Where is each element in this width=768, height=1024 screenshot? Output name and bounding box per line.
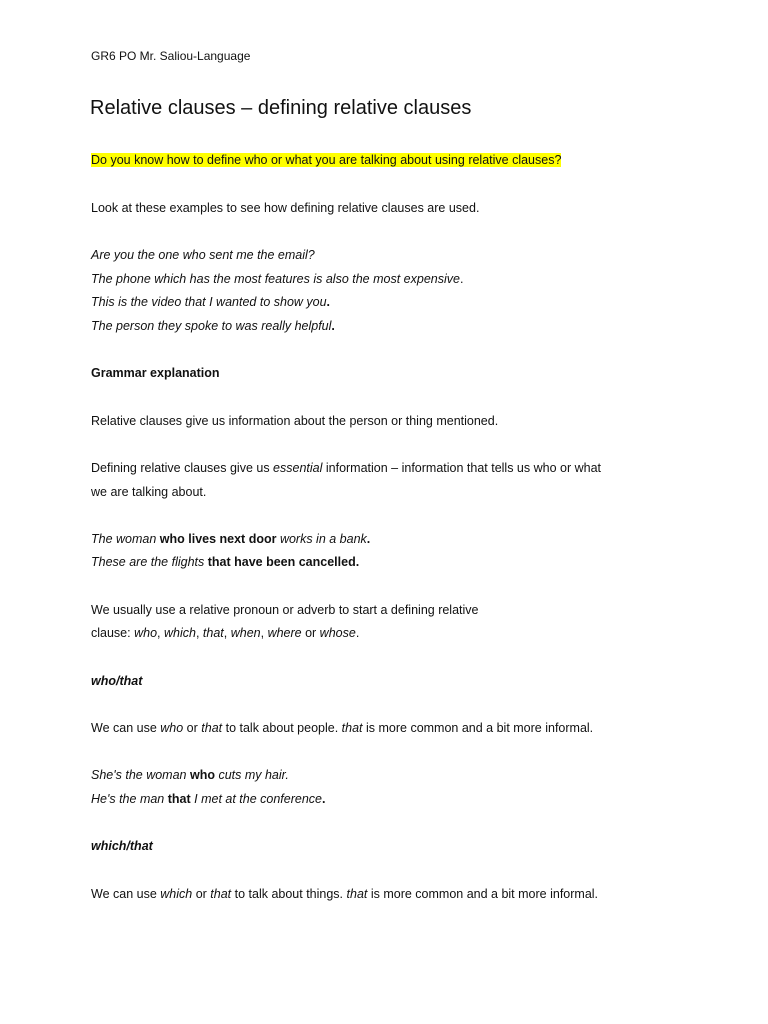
- example-sentence: [91, 247, 315, 263]
- text-run: We can use: [91, 721, 161, 735]
- text-run: or: [301, 626, 320, 640]
- pronoun-paragraph-line-2: [91, 625, 359, 641]
- pronoun-word: whose: [319, 626, 356, 640]
- pronoun-word: that: [341, 721, 363, 735]
- example-text: This is the video that I wanted to show you: [91, 295, 327, 309]
- pronoun-word: that: [210, 887, 232, 901]
- text-run: He's the man: [91, 792, 168, 806]
- example-sentence: [91, 294, 330, 310]
- text-run: She's the woman: [91, 768, 190, 782]
- separator: ,: [157, 626, 164, 640]
- text-run: cuts my hair.: [214, 768, 289, 782]
- pronoun-paragraph-line-1: We usually use a relative pronoun or adverb to start a defining relative: [91, 603, 479, 617]
- relative-pronoun: who: [189, 768, 215, 782]
- page-title: Relative clauses – defining relative clauses: [90, 97, 472, 119]
- example-end: .: [321, 792, 326, 806]
- example-sentence: [91, 767, 289, 783]
- relative-clause: who lives next door: [159, 532, 277, 546]
- text-run: .: [355, 626, 360, 640]
- pronoun-word: where: [267, 626, 302, 640]
- relative-pronoun: that: [167, 792, 191, 806]
- text-run: These are the flights: [91, 555, 208, 569]
- who-that-paragraph: [91, 720, 593, 736]
- pronoun-word: who: [160, 721, 184, 735]
- example-end: .: [459, 272, 464, 286]
- separator: ,: [195, 626, 203, 640]
- example-sentence: [91, 554, 359, 570]
- grammar-paragraph-2: [91, 460, 601, 476]
- text-run: The woman: [91, 532, 160, 546]
- pronoun-word: which: [163, 626, 196, 640]
- text-run: information – information that tells us who or what: [322, 461, 601, 475]
- intro-question: [91, 152, 561, 168]
- emphasis-text: essential: [273, 461, 323, 475]
- text-run: works in a bank: [276, 532, 367, 546]
- text-run: or: [192, 887, 211, 901]
- example-end: .: [366, 532, 371, 546]
- grammar-paragraph-1: Relative clauses give us information about the person or thing mentioned.: [91, 414, 499, 428]
- text-run: is more common and a bit more informal.: [367, 887, 599, 901]
- pronoun-word: that: [346, 887, 368, 901]
- grammar-heading: Grammar explanation: [91, 366, 220, 380]
- intro-text: Look at these examples to see how defining relative clauses are used.: [91, 201, 480, 215]
- text-run: clause:: [91, 626, 135, 640]
- text-run: I met at the conference: [190, 792, 322, 806]
- example-text: The person they spoke to was really helpful: [91, 319, 332, 333]
- example-text: Are you the one who sent me the email?: [91, 248, 315, 262]
- text-run: to talk about things.: [231, 887, 347, 901]
- example-sentence: [91, 791, 325, 807]
- text-run: is more common and a bit more informal.: [362, 721, 594, 735]
- example-end: .: [355, 555, 360, 569]
- example-end: .: [331, 319, 335, 333]
- grammar-paragraph-2-line-2: we are talking about.: [91, 485, 207, 499]
- text-run: to talk about people.: [222, 721, 342, 735]
- section-heading-which-that: which/that: [91, 839, 153, 853]
- separator: ,: [260, 626, 268, 640]
- text-run: Defining relative clauses give us: [91, 461, 274, 475]
- pronoun-word: which: [160, 887, 193, 901]
- document-header: GR6 PO Mr. Saliou-Language: [91, 49, 251, 63]
- which-that-paragraph: [91, 886, 598, 902]
- separator: ,: [223, 626, 231, 640]
- relative-clause: that have been cancelled: [207, 555, 356, 569]
- text-run: We can use: [91, 887, 161, 901]
- pronoun-word: that: [201, 721, 223, 735]
- example-end: .: [326, 295, 331, 309]
- example-text: The phone which has the most features is also the most expensive: [91, 272, 460, 286]
- text-run: or: [183, 721, 202, 735]
- example-sentence: [91, 318, 335, 334]
- pronoun-word: that: [202, 626, 224, 640]
- example-sentence: [91, 531, 370, 547]
- example-sentence: [91, 271, 463, 287]
- highlighted-question: Do you know how to define who or what you are talking about using relative clauses?: [91, 153, 562, 167]
- section-heading-who-that: who/that: [91, 674, 143, 688]
- pronoun-word: when: [230, 626, 261, 640]
- pronoun-word: who: [134, 626, 158, 640]
